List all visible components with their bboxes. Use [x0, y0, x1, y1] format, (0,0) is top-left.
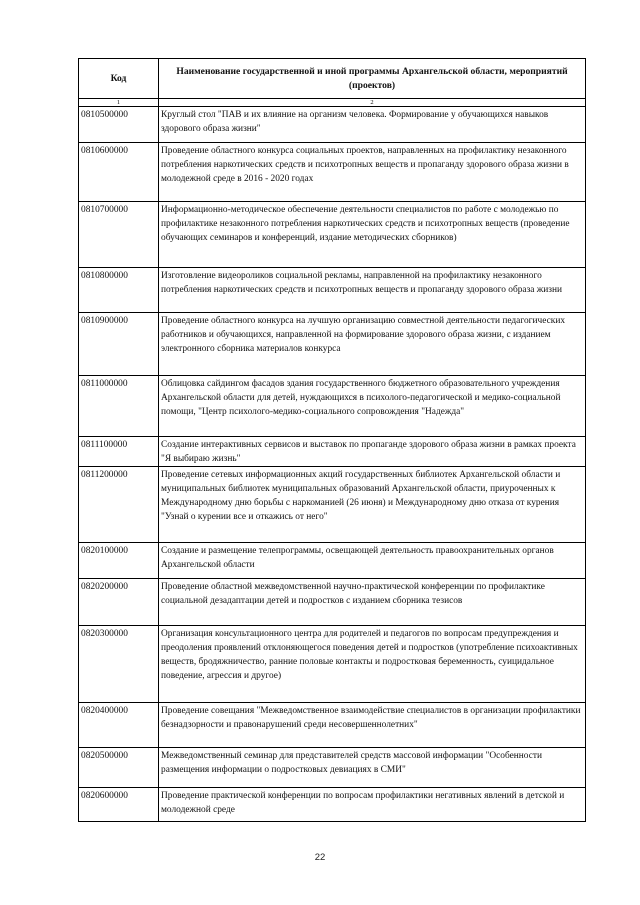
header-code: Код	[79, 59, 159, 99]
table-row	[79, 703, 586, 748]
table-row	[79, 143, 586, 202]
row-name: Облицовка сайдингом фасадов здания государственного бюджетного образовательного учреждения Архангельской области для детей, нуждающихся в психолого-педагогической и медико-социальной помощи, "Центр психолого-медико-социального сопровождения "Надежда"	[159, 376, 586, 437]
row-code: 0810900000	[79, 313, 159, 376]
header-name: Наименование государственной и иной программы Архангельской области, мероприятий (проектов)	[159, 59, 586, 99]
row-name: Круглый стол "ПАВ и их влияние на организм человека. Формирование у обучающихся навыков здорового образа жизни"	[159, 107, 586, 143]
row-code: 0811000000	[79, 376, 159, 437]
column-number-2: 2	[159, 99, 586, 107]
row-code: 0810500000	[79, 107, 159, 143]
row-name: Изготовление видеороликов социальной рекламы, направленной на профилактику незаконного потребления наркотических средств и психотропных веществ и пропаганду здорового образа жизни	[159, 268, 586, 313]
table-row	[79, 202, 586, 268]
table-row	[79, 626, 586, 703]
row-code: 0820300000	[79, 626, 159, 703]
table-row	[79, 748, 586, 788]
table-row	[79, 107, 586, 143]
page-number: 22	[314, 852, 326, 863]
programs-table	[78, 58, 586, 822]
table-row	[79, 543, 586, 579]
row-name: Проведение совещания "Межведомственное взаимодействие специалистов в организации профилактики безнадзорности и правонарушений среди несовершеннолетних"	[159, 703, 586, 748]
row-code: 0810800000	[79, 268, 159, 313]
table-row	[79, 437, 586, 467]
row-code: 0820200000	[79, 579, 159, 626]
column-number-row	[79, 99, 586, 107]
table-header-row	[79, 59, 586, 99]
document-page	[78, 58, 585, 822]
row-name: Проведение областной межведомственной научно-практической конференции по профилактике социальной дезадаптации детей и подростков с изданием сборника тезисов	[159, 579, 586, 626]
table-row	[79, 313, 586, 376]
row-name: Проведение областного конкурса на лучшую организацию совместной деятельности педагогических работников и обучающихся, направленной на формирование здорового образа жизни, с изданием электронного сборника материалов конкурса	[159, 313, 586, 376]
row-code: 0820500000	[79, 748, 159, 788]
row-code: 0820600000	[79, 788, 159, 822]
row-name: Информационно-методическое обеспечение деятельности специалистов по работе с молодежью по профилактике незаконного потребления наркотических средств и психотропных веществ (проведение обучающих семинаров и конференций, издание методических сборников)	[159, 202, 586, 268]
row-code: 0811200000	[79, 467, 159, 543]
table-row	[79, 268, 586, 313]
row-name: Межведомственный семинар для представителей средств массовой информации "Особенности размещения информации о подростковых девиациях в СМИ"	[159, 748, 586, 788]
table-row	[79, 467, 586, 543]
row-code: 0810600000	[79, 143, 159, 202]
table-row	[79, 579, 586, 626]
row-code: 0820100000	[79, 543, 159, 579]
table-row	[79, 376, 586, 437]
row-code: 0810700000	[79, 202, 159, 268]
row-name: Проведение областного конкурса социальных проектов, направленных на профилактику незаконного потребления наркотических средств и психотропных веществ и пропаганду здорового образа жизни в молодежной среде в 2016 - 2020 годах	[159, 143, 586, 202]
row-code: 0811100000	[79, 437, 159, 467]
row-code: 0820400000	[79, 703, 159, 748]
row-name: Проведение сетевых информационных акций государственных библиотек Архангельской области и муниципальных библиотек муниципальных образований Архангельской области, приуроченных к Международному дню борьбы с наркоманией (26 июня) и Международному дню отказа от курения "Узнай о курении все и откажись от него"	[159, 467, 586, 543]
row-name: Создание интерактивных сервисов и выставок по пропаганде здорового образа жизни в рамках проекта "Я выбираю жизнь"	[159, 437, 586, 467]
row-name: Организация консультационного центра для родителей и педагогов по вопросам предупреждения и преодоления проявлений отклоняющегося поведения детей и подростков (употребление психоактивных веществ, бродяжничество, ранние половые контакты и подростковая беременность, суицидальное поведение, агрессия и другое)	[159, 626, 586, 703]
table-row	[79, 788, 586, 822]
column-number-1: 1	[79, 99, 159, 107]
row-name: Создание и размещение телепрограммы, освещающей деятельность правоохранительных органов Архангельской области	[159, 543, 586, 579]
row-name: Проведение практической конференции по вопросам профилактики негативных явлений в детской и молодежной среде	[159, 788, 586, 822]
